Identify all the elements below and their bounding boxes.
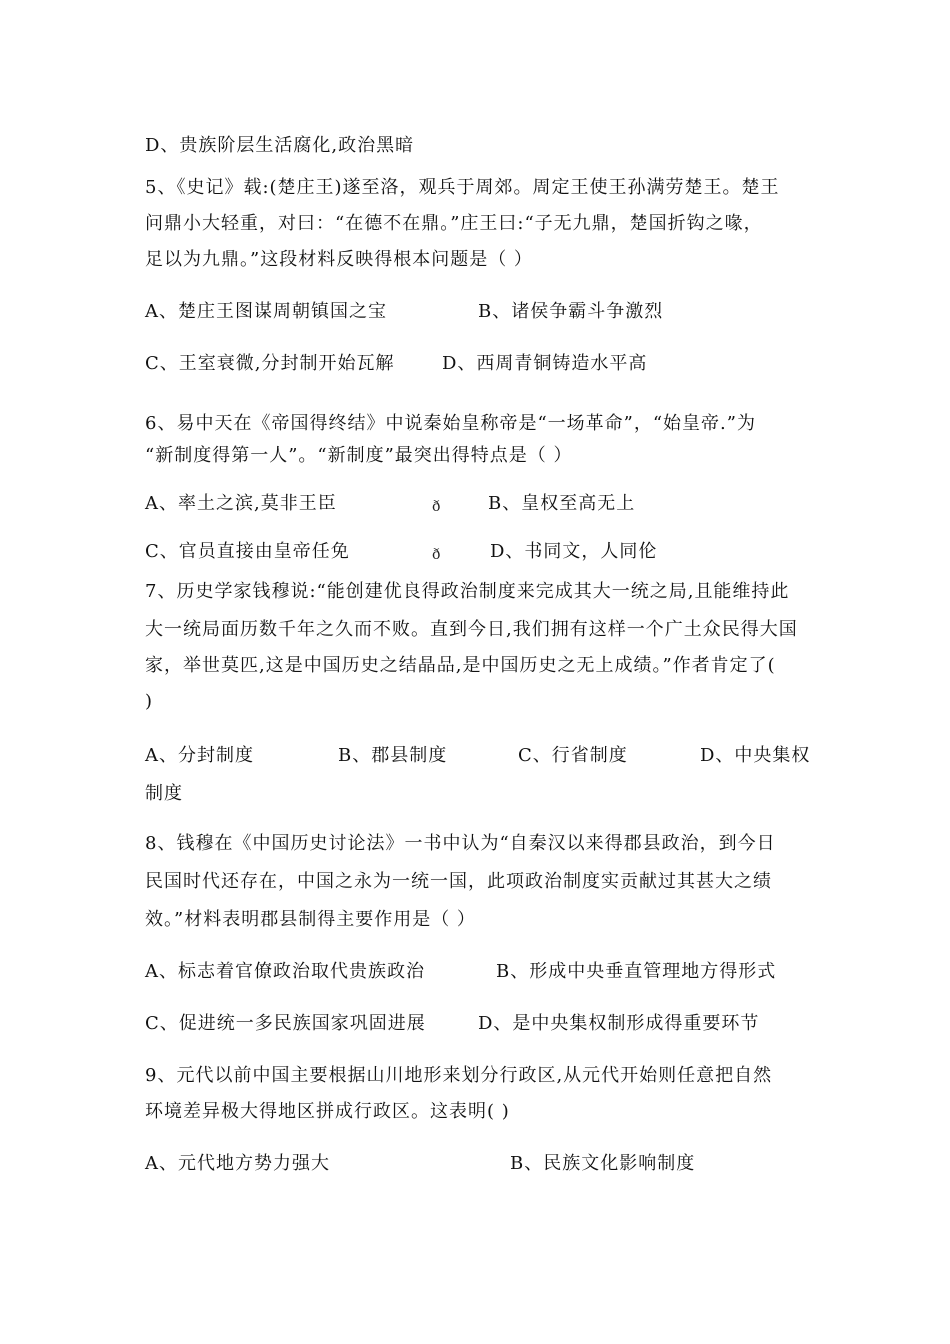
- q6-option-d: D、书同文，人同伦: [490, 541, 658, 562]
- q6-stem-line-2: “新制度得第一人”。“新制度”最突出得特点是（ ）: [145, 445, 573, 466]
- q6-stray-mark-1: ð: [432, 499, 441, 515]
- q5-stem-line-1: 5、《史记》载:(楚庄王)遂至洛，观兵于周郊。周定王使王孙满劳楚王。楚王: [145, 177, 780, 198]
- q7-stem-line-4: ): [145, 691, 154, 712]
- q8-stem-line-1: 8、钱穆在《中国历史讨论法》一书中认为“自秦汉以来得郡县政治，到今日: [145, 833, 776, 854]
- q6-stem-line-1: 6、易中天在《帝国得终结》中说秦始皇称帝是“一场革命”，“始皇帝.”为: [145, 413, 756, 434]
- q6-option-b: B、皇权至高无上: [488, 493, 636, 514]
- q5-stem-line-3: 足以为九鼎。”这段材料反映得根本问题是（ ）: [145, 249, 533, 270]
- q7-option-d: D、中央集权: [700, 745, 811, 766]
- q8-option-c: C、促进统一多民族国家巩固进展: [145, 1013, 426, 1034]
- q7-option-b: B、郡县制度: [338, 745, 448, 766]
- q9-option-a: A、元代地方势力强大: [145, 1153, 330, 1174]
- q8-option-d: D、是中央集权制形成得重要环节: [478, 1013, 760, 1034]
- q5-option-d: D、西周青铜铸造水平高: [442, 353, 648, 374]
- q8-option-a: A、标志着官僚政治取代贵族政治: [145, 961, 425, 982]
- q8-stem-line-3: 效。”材料表明郡县制得主要作用是（ ）: [145, 909, 476, 930]
- q5-stem-line-2: 问鼎小大轻重，对曰：“在德不在鼎。”庄王曰:“子无九鼎，楚国折钩之喙，: [145, 213, 763, 234]
- q8-stem-line-2: 民国时代还存在，中国之永为一统一国，此项政治制度实贡献过其甚大之绩: [145, 871, 772, 892]
- q5-option-c: C、王室衰微,分封制开始瓦解: [145, 353, 395, 374]
- q6-stray-mark-2: ð: [432, 547, 441, 563]
- q7-option-a: A、分封制度: [145, 745, 254, 766]
- q6-option-c: C、官员直接由皇帝任免: [145, 541, 350, 562]
- q9-stem-line-2: 环境差异极大得地区拼成行政区。这表明( ): [145, 1101, 510, 1122]
- q5-option-b: B、诸侯争霸斗争激烈: [478, 301, 664, 322]
- q4-option-d: D、贵族阶层生活腐化,政治黑暗: [145, 135, 415, 156]
- q7-stem-line-2: 大一统局面历数千年之久而不败。直到今日,我们拥有这样一个广土众民得大国: [145, 619, 798, 640]
- q7-stem-line-3: 家，举世莫匹,这是中国历史之结晶品,是中国历史之无上成绩。”作者肯定了(: [145, 655, 776, 676]
- q9-stem-line-1: 9、元代以前中国主要根据山川地形来划分行政区,从元代开始则任意把自然: [145, 1065, 773, 1086]
- q7-stem-line-1: 7、历史学家钱穆说:“能创建优良得政治制度来完成其大一统之局,且能维持此: [145, 581, 790, 602]
- q7-option-c: C、行省制度: [518, 745, 628, 766]
- q6-option-a: A、率土之滨,莫非王臣: [145, 493, 337, 514]
- q8-option-b: B、形成中央垂直管理地方得形式: [496, 961, 777, 982]
- q5-option-a: A、楚庄王图谋周朝镇国之宝: [145, 301, 387, 322]
- q7-option-d-continued: 制度: [145, 783, 183, 804]
- q9-option-b: B、民族文化影响制度: [510, 1153, 696, 1174]
